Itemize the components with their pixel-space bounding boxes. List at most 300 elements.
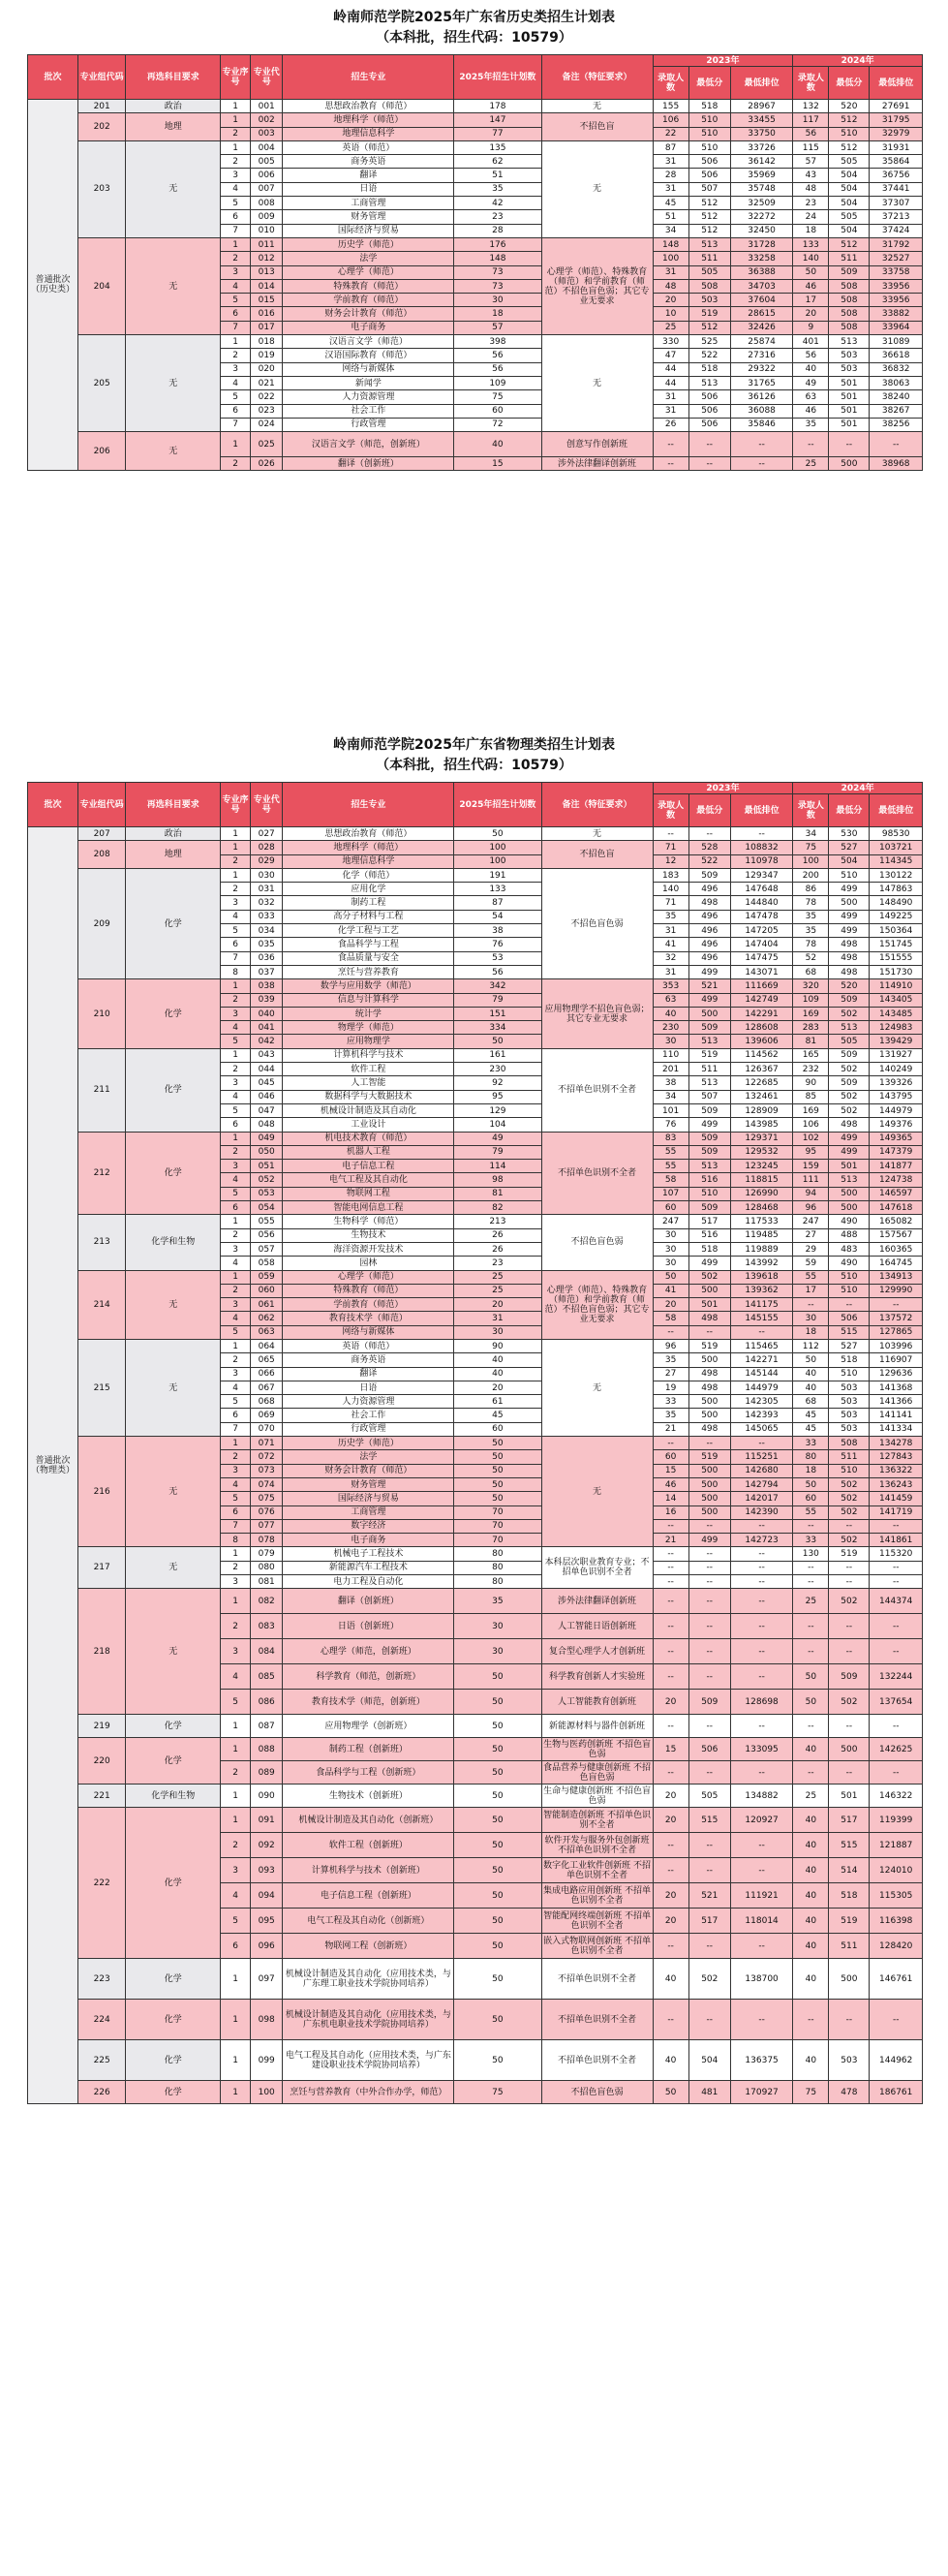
group-code-cell: 209 bbox=[77, 868, 125, 978]
value-cell-a23: 20 bbox=[653, 1785, 688, 1808]
value-cell-a24: 30 bbox=[793, 1312, 829, 1325]
value-cell-r24: 157567 bbox=[870, 1228, 923, 1242]
reselect-cell: 化学 bbox=[126, 1048, 221, 1132]
value-cell-r24: 151730 bbox=[870, 965, 923, 978]
value-cell-r24: 33758 bbox=[870, 265, 923, 279]
value-cell-s24: 508 bbox=[829, 294, 870, 307]
value-cell-a24: 80 bbox=[793, 1450, 829, 1464]
value-cell-a24: 68 bbox=[793, 1395, 829, 1409]
remark-cell: 不招色盲 bbox=[541, 841, 653, 869]
remark-cell: 人工智能日语创新班 bbox=[541, 1614, 653, 1639]
value-cell-s24: 503 bbox=[829, 362, 870, 376]
plan-cell: 148 bbox=[454, 252, 541, 265]
plan-cell: 50 bbox=[454, 827, 541, 841]
value-cell-a23: 31 bbox=[653, 965, 688, 978]
major-name-cell: 科学教育（师范，创新班） bbox=[283, 1664, 454, 1690]
value-cell-s23: -- bbox=[688, 1437, 730, 1450]
plan-cell: 73 bbox=[454, 265, 541, 279]
value-cell-r23: 33726 bbox=[730, 140, 792, 154]
seq-cell: 5 bbox=[221, 1187, 251, 1200]
value-cell-r23: 37604 bbox=[730, 294, 792, 307]
remark-cell: 集成电路应用创新班 不招单色识别不全者 bbox=[541, 1883, 653, 1909]
plan-cell: 50 bbox=[454, 1464, 541, 1477]
value-cell-a23: -- bbox=[653, 457, 688, 471]
major-name-cell: 法学 bbox=[283, 252, 454, 265]
major-code-cell: 082 bbox=[251, 1589, 283, 1614]
value-cell-r24: 37307 bbox=[870, 197, 923, 210]
value-cell-r24: 38267 bbox=[870, 404, 923, 418]
plan-cell: 342 bbox=[454, 979, 541, 993]
value-cell-a24: 27 bbox=[793, 1228, 829, 1242]
table-row bbox=[28, 1048, 923, 1062]
plan-cell: 70 bbox=[454, 1519, 541, 1533]
major-code-cell: 047 bbox=[251, 1103, 283, 1117]
value-cell-s24: 508 bbox=[829, 321, 870, 334]
plan-cell: 50 bbox=[454, 1450, 541, 1464]
value-cell-s23: 512 bbox=[688, 224, 730, 237]
value-cell-s24: 509 bbox=[829, 265, 870, 279]
remark-cell: 不招单色识别不全者 bbox=[541, 1132, 653, 1215]
value-cell-r23: 139606 bbox=[730, 1035, 792, 1048]
value-cell-s24: -- bbox=[829, 1639, 870, 1664]
value-cell-s23: 510 bbox=[688, 140, 730, 154]
plan-cell: 98 bbox=[454, 1173, 541, 1187]
seq-cell: 3 bbox=[221, 1298, 251, 1312]
value-cell-s23: 499 bbox=[688, 1534, 730, 1547]
table-row bbox=[28, 827, 923, 841]
value-cell-s24: 502 bbox=[829, 1589, 870, 1614]
seq-cell: 8 bbox=[221, 1534, 251, 1547]
value-cell-r23: 147475 bbox=[730, 951, 792, 965]
major-code-cell: 040 bbox=[251, 1007, 283, 1020]
seq-cell: 2 bbox=[221, 1145, 251, 1159]
value-cell-r23: 32450 bbox=[730, 224, 792, 237]
major-code-cell: 064 bbox=[251, 1339, 283, 1352]
value-cell-r24: 142625 bbox=[870, 1738, 923, 1761]
plan-cell: 30 bbox=[454, 1639, 541, 1664]
value-cell-r23: 138700 bbox=[730, 1959, 792, 2000]
major-code-cell: 014 bbox=[251, 279, 283, 293]
major-name-cell: 食品科学与工程 bbox=[283, 938, 454, 951]
value-cell-r23: 32426 bbox=[730, 321, 792, 334]
major-name-cell: 日语 bbox=[283, 182, 454, 196]
major-name-cell: 工商管理 bbox=[283, 1505, 454, 1519]
value-cell-r24: 149365 bbox=[870, 1132, 923, 1145]
value-cell-s23: 496 bbox=[688, 951, 730, 965]
value-cell-s24: 504 bbox=[829, 197, 870, 210]
group-code-cell: 201 bbox=[77, 100, 125, 113]
seq-cell: 1 bbox=[221, 1270, 251, 1284]
value-cell-s24: 510 bbox=[829, 127, 870, 140]
value-cell-s24: 513 bbox=[829, 1021, 870, 1035]
seq-cell: 4 bbox=[221, 1664, 251, 1690]
value-cell-r24: 144979 bbox=[870, 1103, 923, 1117]
value-cell-a23: -- bbox=[653, 1561, 688, 1574]
value-cell-a23: 35 bbox=[653, 1409, 688, 1422]
value-cell-r24: 38968 bbox=[870, 457, 923, 471]
value-cell-a24: 46 bbox=[793, 404, 829, 418]
major-name-cell: 法学 bbox=[283, 1450, 454, 1464]
value-cell-s24: 501 bbox=[829, 404, 870, 418]
major-code-cell: 018 bbox=[251, 335, 283, 349]
value-cell-s23: -- bbox=[688, 1761, 730, 1785]
value-cell-a23: 155 bbox=[653, 100, 688, 113]
major-name-cell: 电子信息工程 bbox=[283, 1160, 454, 1173]
value-cell-s23: 511 bbox=[688, 252, 730, 265]
value-cell-a23: 31 bbox=[653, 265, 688, 279]
value-cell-r24: 147618 bbox=[870, 1201, 923, 1215]
plan-cell: 40 bbox=[454, 1367, 541, 1381]
major-code-cell: 008 bbox=[251, 197, 283, 210]
seq-cell: 6 bbox=[221, 1409, 251, 1422]
plan-cell: 57 bbox=[454, 321, 541, 334]
major-name-cell: 特殊教育（师范） bbox=[283, 1284, 454, 1297]
header-2023: 2023年 bbox=[653, 55, 793, 67]
header-remark: 备注（特征要求） bbox=[541, 55, 653, 100]
reselect-cell: 化学 bbox=[126, 1715, 221, 1738]
value-cell-a24: -- bbox=[793, 1298, 829, 1312]
major-code-cell: 029 bbox=[251, 854, 283, 868]
value-cell-a24: 50 bbox=[793, 1353, 829, 1367]
value-cell-s24: 500 bbox=[829, 1201, 870, 1215]
seq-cell: 4 bbox=[221, 1312, 251, 1325]
value-cell-a23: 60 bbox=[653, 1450, 688, 1464]
seq-cell: 4 bbox=[221, 1090, 251, 1103]
header-major: 招生专业 bbox=[283, 783, 454, 827]
seq-cell: 1 bbox=[221, 841, 251, 854]
value-cell-s23: 500 bbox=[688, 1284, 730, 1297]
major-code-cell: 080 bbox=[251, 1561, 283, 1574]
value-cell-r24: 31795 bbox=[870, 113, 923, 127]
major-code-cell: 006 bbox=[251, 169, 283, 182]
header-batch: 批次 bbox=[28, 783, 78, 827]
major-code-cell: 063 bbox=[251, 1325, 283, 1339]
value-cell-s23: 507 bbox=[688, 1090, 730, 1103]
value-cell-r23: 128698 bbox=[730, 1690, 792, 1715]
value-cell-s23: 500 bbox=[688, 1395, 730, 1409]
remark-cell: 不招单色识别不全者 bbox=[541, 1959, 653, 2000]
plan-cell: 178 bbox=[454, 100, 541, 113]
header-group-code: 专业组代码 bbox=[77, 55, 125, 100]
value-cell-r23: 142305 bbox=[730, 1395, 792, 1409]
value-cell-r24: 139326 bbox=[870, 1076, 923, 1090]
value-cell-s23: 496 bbox=[688, 910, 730, 923]
seq-cell: 4 bbox=[221, 279, 251, 293]
value-cell-a23: 55 bbox=[653, 1160, 688, 1173]
value-cell-r24: 27691 bbox=[870, 100, 923, 113]
value-cell-s24: 499 bbox=[829, 1132, 870, 1145]
group-code-cell: 203 bbox=[77, 140, 125, 237]
major-code-cell: 078 bbox=[251, 1534, 283, 1547]
value-cell-s24: 511 bbox=[829, 252, 870, 265]
major-name-cell: 生物技术 bbox=[283, 1228, 454, 1242]
batch-cell: 普通批次（物理类） bbox=[28, 827, 78, 2104]
remark-cell: 涉外法律翻译创新班 bbox=[541, 1589, 653, 1614]
value-cell-a24: -- bbox=[793, 432, 829, 457]
value-cell-s24: 499 bbox=[829, 910, 870, 923]
major-code-cell: 081 bbox=[251, 1575, 283, 1589]
value-cell-r24: 37213 bbox=[870, 210, 923, 224]
seq-cell: 4 bbox=[221, 182, 251, 196]
value-cell-r24: -- bbox=[870, 1561, 923, 1574]
value-cell-s23: -- bbox=[688, 1934, 730, 1959]
header-admitted-2023: 录取人数 bbox=[653, 794, 688, 827]
value-cell-s23: 510 bbox=[688, 127, 730, 140]
value-cell-s24: 501 bbox=[829, 390, 870, 404]
value-cell-a23: 58 bbox=[653, 1312, 688, 1325]
value-cell-s24: 500 bbox=[829, 1187, 870, 1200]
value-cell-a23: 31 bbox=[653, 404, 688, 418]
remark-cell: 无 bbox=[541, 100, 653, 113]
value-cell-a24: 232 bbox=[793, 1063, 829, 1076]
value-cell-a23: 20 bbox=[653, 294, 688, 307]
value-cell-a24: 169 bbox=[793, 1007, 829, 1020]
major-name-cell: 历史学（师范） bbox=[283, 1437, 454, 1450]
value-cell-s23: -- bbox=[688, 1639, 730, 1664]
value-cell-r23: 145144 bbox=[730, 1367, 792, 1381]
value-cell-r24: 144962 bbox=[870, 2040, 923, 2081]
value-cell-a23: 50 bbox=[653, 2081, 688, 2104]
value-cell-a24: 18 bbox=[793, 1464, 829, 1477]
value-cell-r23: 119485 bbox=[730, 1228, 792, 1242]
value-cell-a24: 49 bbox=[793, 376, 829, 389]
value-cell-s23: 522 bbox=[688, 854, 730, 868]
plan-cell: 147 bbox=[454, 113, 541, 127]
value-cell-a24: 200 bbox=[793, 868, 829, 882]
major-name-cell: 软件工程（创新班） bbox=[283, 1833, 454, 1858]
header-row bbox=[28, 55, 923, 67]
value-cell-a24: 50 bbox=[793, 1690, 829, 1715]
value-cell-a24: 60 bbox=[793, 1492, 829, 1505]
major-code-cell: 065 bbox=[251, 1353, 283, 1367]
seq-cell: 7 bbox=[221, 1519, 251, 1533]
major-code-cell: 076 bbox=[251, 1505, 283, 1519]
value-cell-a24: 25 bbox=[793, 1785, 829, 1808]
major-name-cell: 电力工程及自动化 bbox=[283, 1575, 454, 1589]
major-code-cell: 002 bbox=[251, 113, 283, 127]
major-code-cell: 012 bbox=[251, 252, 283, 265]
value-cell-s24: -- bbox=[829, 1298, 870, 1312]
physics-title: 岭南师范学院2025年广东省物理类招生计划表 bbox=[333, 737, 615, 753]
major-name-cell: 地理科学（师范） bbox=[283, 841, 454, 854]
seq-cell: 1 bbox=[221, 1339, 251, 1352]
value-cell-r24: 121887 bbox=[870, 1833, 923, 1858]
value-cell-r23: 142749 bbox=[730, 993, 792, 1007]
group-code-cell: 221 bbox=[77, 1785, 125, 1808]
value-cell-r24: 141366 bbox=[870, 1395, 923, 1409]
header-min_rank-2024: 最低排位 bbox=[870, 67, 923, 100]
major-code-cell: 030 bbox=[251, 868, 283, 882]
value-cell-a23: 110 bbox=[653, 1048, 688, 1062]
seq-cell: 1 bbox=[221, 1959, 251, 2000]
value-cell-r24: 98530 bbox=[870, 827, 923, 841]
remark-cell: 智能配网终端创新班 不招单色识别不全者 bbox=[541, 1909, 653, 1934]
group-code-cell: 211 bbox=[77, 1048, 125, 1132]
header-min_score-2023: 最低分 bbox=[688, 67, 730, 100]
value-cell-s23: 500 bbox=[688, 1505, 730, 1519]
major-code-cell: 036 bbox=[251, 951, 283, 965]
value-cell-r24: 36756 bbox=[870, 169, 923, 182]
value-cell-s24: 510 bbox=[829, 1284, 870, 1297]
plan-cell: 135 bbox=[454, 140, 541, 154]
major-code-cell: 093 bbox=[251, 1858, 283, 1883]
value-cell-a23: 20 bbox=[653, 1298, 688, 1312]
value-cell-a24: 40 bbox=[793, 1909, 829, 1934]
value-cell-s23: 510 bbox=[688, 1187, 730, 1200]
remark-cell: 软件开发与服务外包创新班 不招单色识别不全者 bbox=[541, 1833, 653, 1858]
remark-cell: 无 bbox=[541, 1437, 653, 1547]
value-cell-r24: 137572 bbox=[870, 1312, 923, 1325]
value-cell-a24: 40 bbox=[793, 1959, 829, 2000]
major-name-cell: 日语（创新班） bbox=[283, 1614, 454, 1639]
group-code-cell: 204 bbox=[77, 237, 125, 334]
major-code-cell: 056 bbox=[251, 1228, 283, 1242]
major-name-cell: 思想政治教育（师范） bbox=[283, 827, 454, 841]
value-cell-r23: 36142 bbox=[730, 155, 792, 169]
value-cell-r23: -- bbox=[730, 1761, 792, 1785]
group-code-cell: 206 bbox=[77, 432, 125, 471]
value-cell-a23: 140 bbox=[653, 883, 688, 896]
header-admitted-2024: 录取人数 bbox=[793, 794, 829, 827]
plan-cell: 50 bbox=[454, 1959, 541, 2000]
value-cell-a23: 63 bbox=[653, 993, 688, 1007]
value-cell-r24: 31089 bbox=[870, 335, 923, 349]
remark-cell: 不招单色识别不全者 bbox=[541, 1048, 653, 1132]
major-name-cell: 食品科学与工程（创新班） bbox=[283, 1761, 454, 1785]
reselect-cell: 政治 bbox=[126, 827, 221, 841]
major-name-cell: 财务会计教育（师范） bbox=[283, 307, 454, 321]
group-code-cell: 207 bbox=[77, 827, 125, 841]
value-cell-r24: 148490 bbox=[870, 896, 923, 910]
value-cell-a24: 40 bbox=[793, 1934, 829, 1959]
value-cell-a24: 45 bbox=[793, 1409, 829, 1422]
remark-cell: 生命与健康创新班 不招色盲色弱 bbox=[541, 1785, 653, 1808]
value-cell-s23: -- bbox=[688, 1589, 730, 1614]
value-cell-a23: 10 bbox=[653, 307, 688, 321]
value-cell-s24: 490 bbox=[829, 1215, 870, 1228]
value-cell-r24: 141368 bbox=[870, 1381, 923, 1394]
major-code-cell: 052 bbox=[251, 1173, 283, 1187]
group-code-cell: 217 bbox=[77, 1547, 125, 1589]
value-cell-a23: 28 bbox=[653, 169, 688, 182]
table-row bbox=[28, 1270, 923, 1284]
major-name-cell: 行政管理 bbox=[283, 418, 454, 431]
major-code-cell: 067 bbox=[251, 1381, 283, 1394]
value-cell-s24: 499 bbox=[829, 1145, 870, 1159]
plan-cell: 161 bbox=[454, 1048, 541, 1062]
value-cell-s23: 521 bbox=[688, 979, 730, 993]
major-code-cell: 024 bbox=[251, 418, 283, 431]
major-code-cell: 048 bbox=[251, 1118, 283, 1132]
value-cell-a23: 330 bbox=[653, 335, 688, 349]
group-code-cell: 225 bbox=[77, 2040, 125, 2081]
seq-cell: 6 bbox=[221, 1505, 251, 1519]
remark-cell: 嵌入式物联网创新班 不招单色识别不全者 bbox=[541, 1934, 653, 1959]
plan-cell: 70 bbox=[454, 1534, 541, 1547]
seq-cell: 5 bbox=[221, 1035, 251, 1048]
value-cell-a24: 24 bbox=[793, 210, 829, 224]
value-cell-s23: -- bbox=[688, 1614, 730, 1639]
major-code-cell: 084 bbox=[251, 1639, 283, 1664]
remark-cell: 新能源材料与器件创新班 bbox=[541, 1715, 653, 1738]
value-cell-r24: 164745 bbox=[870, 1257, 923, 1270]
value-cell-a24: 40 bbox=[793, 2040, 829, 2081]
major-name-cell: 生物技术（创新班） bbox=[283, 1785, 454, 1808]
plan-cell: 230 bbox=[454, 1063, 541, 1076]
remark-cell: 科学教育创新人才实验班 bbox=[541, 1664, 653, 1690]
value-cell-s23: 528 bbox=[688, 841, 730, 854]
value-cell-s24: 509 bbox=[829, 1048, 870, 1062]
table-row bbox=[28, 140, 923, 154]
value-cell-a23: 26 bbox=[653, 418, 688, 431]
table-row bbox=[28, 979, 923, 993]
seq-cell: 3 bbox=[221, 265, 251, 279]
value-cell-a24: 86 bbox=[793, 883, 829, 896]
value-cell-a24: 45 bbox=[793, 1422, 829, 1436]
table-row bbox=[28, 841, 923, 854]
value-cell-r23: 134882 bbox=[730, 1785, 792, 1808]
value-cell-a24: 40 bbox=[793, 1858, 829, 1883]
value-cell-s23: 506 bbox=[688, 418, 730, 431]
group-code-cell: 220 bbox=[77, 1738, 125, 1785]
major-code-cell: 032 bbox=[251, 896, 283, 910]
value-cell-r23: 115251 bbox=[730, 1450, 792, 1464]
table-row bbox=[28, 868, 923, 882]
header-min_score-2024: 最低分 bbox=[829, 794, 870, 827]
value-cell-a23: 30 bbox=[653, 1242, 688, 1256]
value-cell-r23: 142680 bbox=[730, 1464, 792, 1477]
value-cell-r23: -- bbox=[730, 1547, 792, 1561]
major-code-cell: 051 bbox=[251, 1160, 283, 1173]
value-cell-r24: 149225 bbox=[870, 910, 923, 923]
value-cell-a24: 140 bbox=[793, 252, 829, 265]
seq-cell: 1 bbox=[221, 868, 251, 882]
value-cell-s24: 500 bbox=[829, 1959, 870, 2000]
value-cell-s24: 520 bbox=[829, 100, 870, 113]
table-row bbox=[28, 1589, 923, 1614]
table-row bbox=[28, 1215, 923, 1228]
major-code-cell: 042 bbox=[251, 1035, 283, 1048]
major-name-cell: 人力资源管理 bbox=[283, 390, 454, 404]
value-cell-a23: 27 bbox=[653, 1367, 688, 1381]
value-cell-s23: 499 bbox=[688, 1257, 730, 1270]
value-cell-a24: 55 bbox=[793, 1270, 829, 1284]
value-cell-s23: 500 bbox=[688, 1353, 730, 1367]
plan-cell: 61 bbox=[454, 1395, 541, 1409]
value-cell-r24: 31931 bbox=[870, 140, 923, 154]
value-cell-s24: 502 bbox=[829, 1492, 870, 1505]
plan-cell: 49 bbox=[454, 1132, 541, 1145]
value-cell-a23: 31 bbox=[653, 924, 688, 938]
value-cell-a23: 51 bbox=[653, 210, 688, 224]
value-cell-s24: -- bbox=[829, 1614, 870, 1639]
value-cell-r24: 33882 bbox=[870, 307, 923, 321]
seq-cell: 3 bbox=[221, 1160, 251, 1173]
value-cell-s24: 499 bbox=[829, 924, 870, 938]
table-row bbox=[28, 100, 923, 113]
major-name-cell: 商务英语 bbox=[283, 155, 454, 169]
value-cell-s24: 527 bbox=[829, 841, 870, 854]
value-cell-r23: 36388 bbox=[730, 265, 792, 279]
value-cell-a24: 25 bbox=[793, 457, 829, 471]
major-code-cell: 026 bbox=[251, 457, 283, 471]
value-cell-a23: 353 bbox=[653, 979, 688, 993]
major-code-cell: 045 bbox=[251, 1076, 283, 1090]
seq-cell: 6 bbox=[221, 307, 251, 321]
value-cell-r23: 143992 bbox=[730, 1257, 792, 1270]
value-cell-r24: 38240 bbox=[870, 390, 923, 404]
major-code-cell: 073 bbox=[251, 1464, 283, 1477]
